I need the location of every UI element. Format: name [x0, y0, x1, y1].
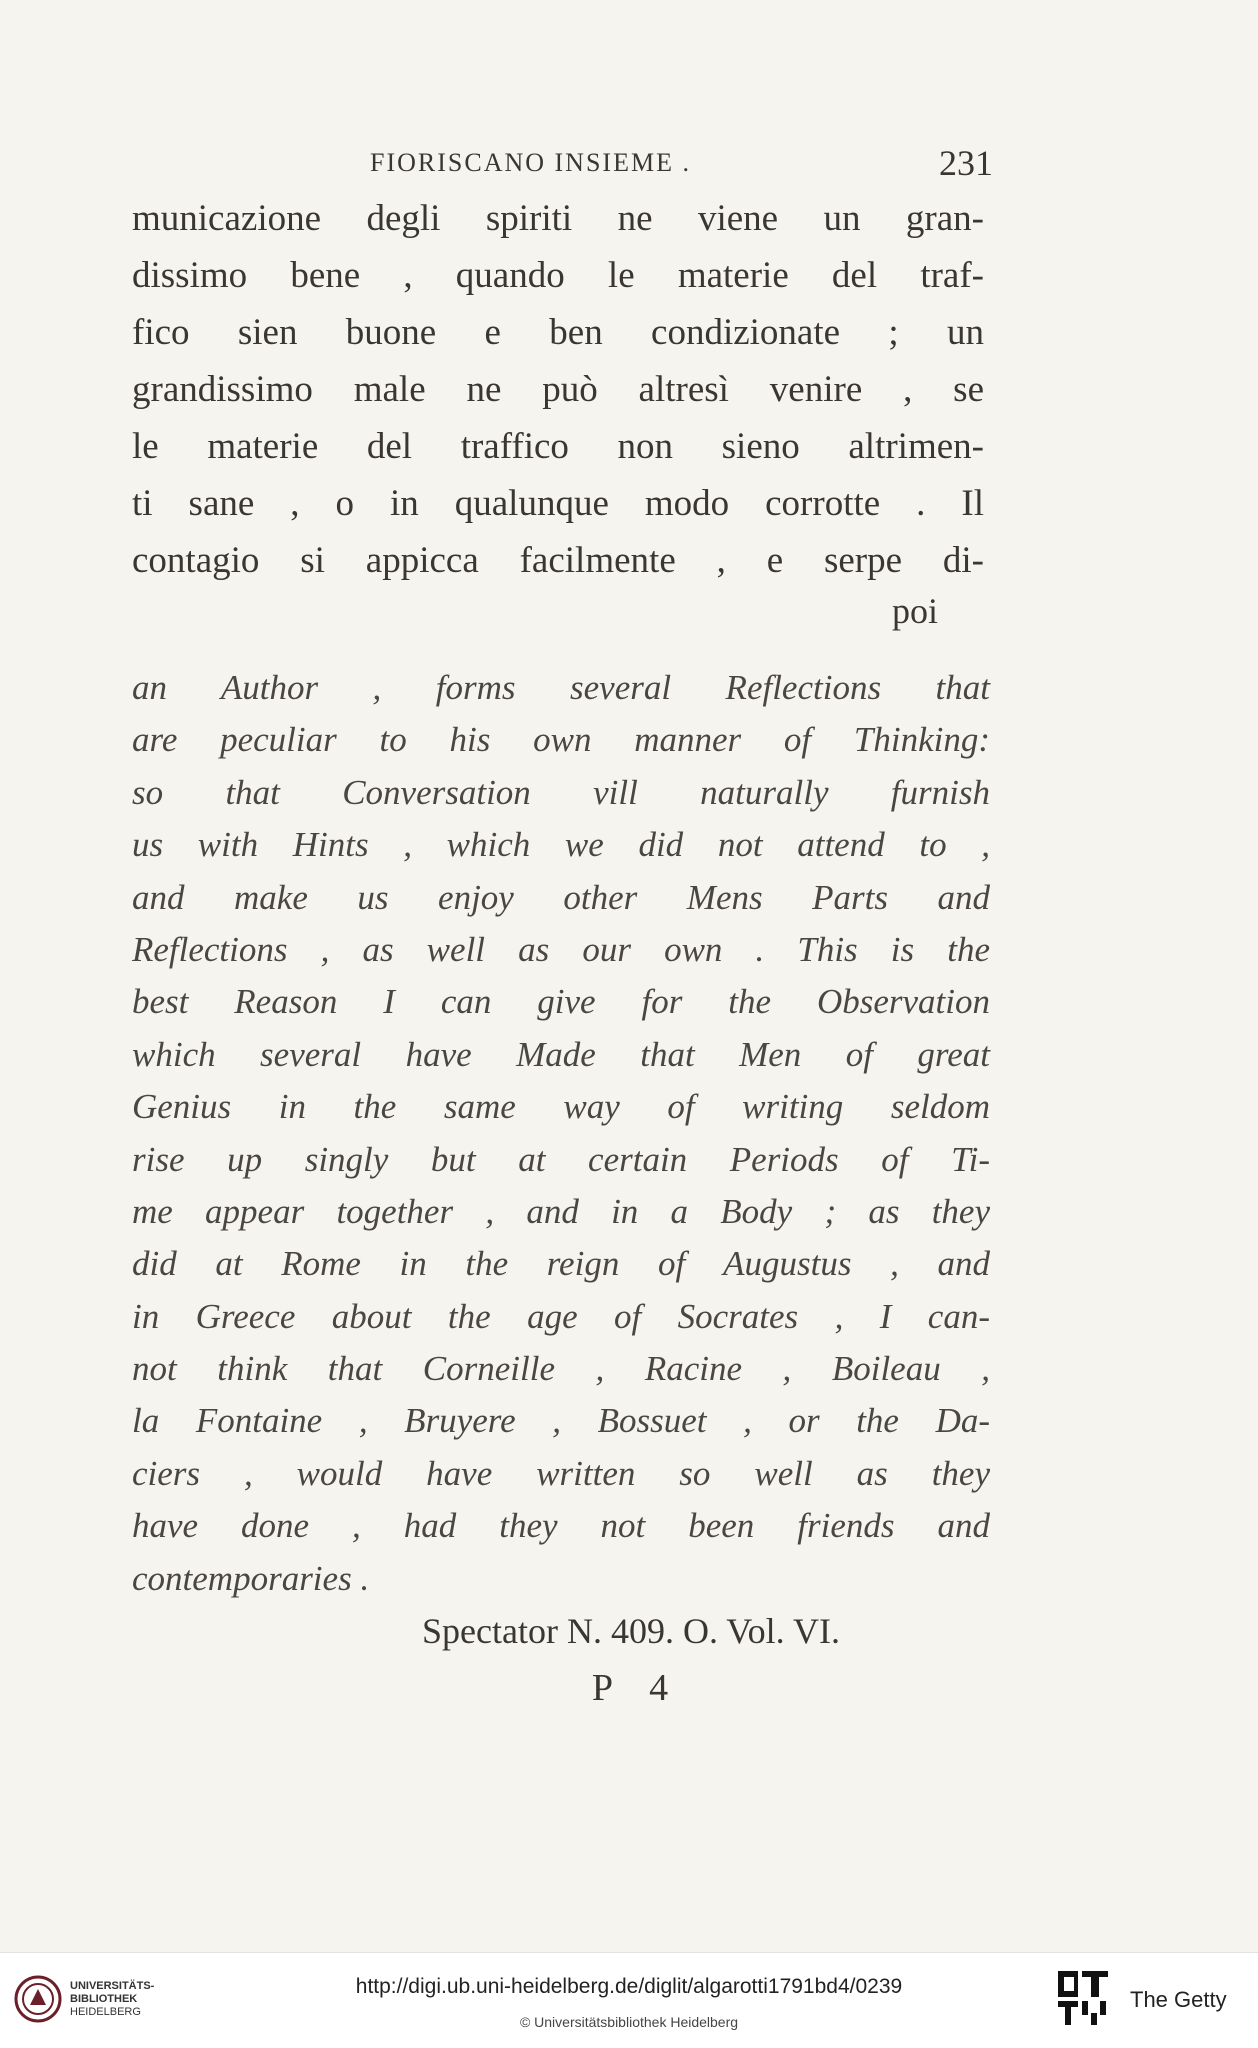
- text-line: Genius in the same way of writing seldom: [132, 1087, 990, 1127]
- text-line: me appear together , and in a Body ; as they: [132, 1191, 990, 1231]
- permalink-url[interactable]: http://digi.ub.uni-heidelberg.de/diglit/algarotti1791bd4/0239: [355, 1975, 903, 1998]
- partner-name: The Getty: [1130, 1987, 1227, 2012]
- library-name: UNIVERSITÄTS- BIBLIOTHEK HEIDELBERG: [70, 1980, 155, 2018]
- page-number: 231: [939, 143, 993, 183]
- text-line: in Greece about the age of Socrates , I can-: [132, 1296, 990, 1336]
- signature-mark: P 4: [591, 1667, 683, 1709]
- running-title: FIORISCANO INSIEME .: [370, 148, 691, 177]
- text-line: contemporaries .: [132, 1558, 370, 1598]
- text-line: best Reason I can give for the Observation: [132, 982, 990, 1022]
- text-line: are peculiar to his own manner of Thinking:: [132, 720, 990, 760]
- citation: Spectator N. 409. O. Vol. VI.: [422, 1611, 840, 1651]
- text-line: and make us enjoy other Mens Parts and: [132, 877, 990, 917]
- text-line: so that Conversation vill naturally furnish: [132, 772, 990, 812]
- text-line: grandissimo male ne può altresì venire , se: [132, 369, 984, 410]
- text-line: rise up singly but at certain Periods of Ti-: [132, 1139, 990, 1179]
- text-line: dissimo bene , quando le materie del traf-: [132, 255, 984, 296]
- text-line: fico sien buone e ben condizionate ; un: [132, 312, 984, 353]
- getty-logo-icon: [1056, 1969, 1110, 2027]
- italian-text-block: [132, 190, 984, 589]
- text-line: which several have Made that Men of great: [132, 1034, 990, 1074]
- text-line: le materie del traffico non sieno altrimen-: [132, 426, 984, 467]
- text-line: contagio si appicca facilmente , e serpe di-: [132, 540, 984, 581]
- text-line: ciers , would have written so well as they: [132, 1453, 990, 1493]
- text-line: municazione degli spiriti ne viene un gran-: [132, 198, 984, 239]
- viewer-footer: [0, 1952, 1258, 2048]
- text-line: la Fontaine , Bruyere , Bossuet , or the Da-: [132, 1401, 990, 1441]
- page-header: [130, 144, 993, 184]
- text-line: ti sane , o in qualunque modo corrotte . Il: [132, 483, 984, 524]
- text-line: have done , had they not been friends and: [132, 1506, 990, 1546]
- text-line: not think that Corneille , Racine , Boileau ,: [132, 1349, 990, 1389]
- text-line: Reflections , as well as our own . This is the: [132, 929, 990, 969]
- text-line: an Author , forms several Reflections that: [132, 668, 990, 707]
- text-line: us with Hints , which we did not attend to ,: [132, 825, 990, 865]
- catchword: poi: [891, 591, 938, 631]
- text-line: did at Rome in the reign of Augustus , and: [132, 1244, 990, 1284]
- copyright-notice: © Universitätsbibliothek Heidelberg: [519, 2014, 739, 2030]
- english-quote-block: [132, 662, 990, 1605]
